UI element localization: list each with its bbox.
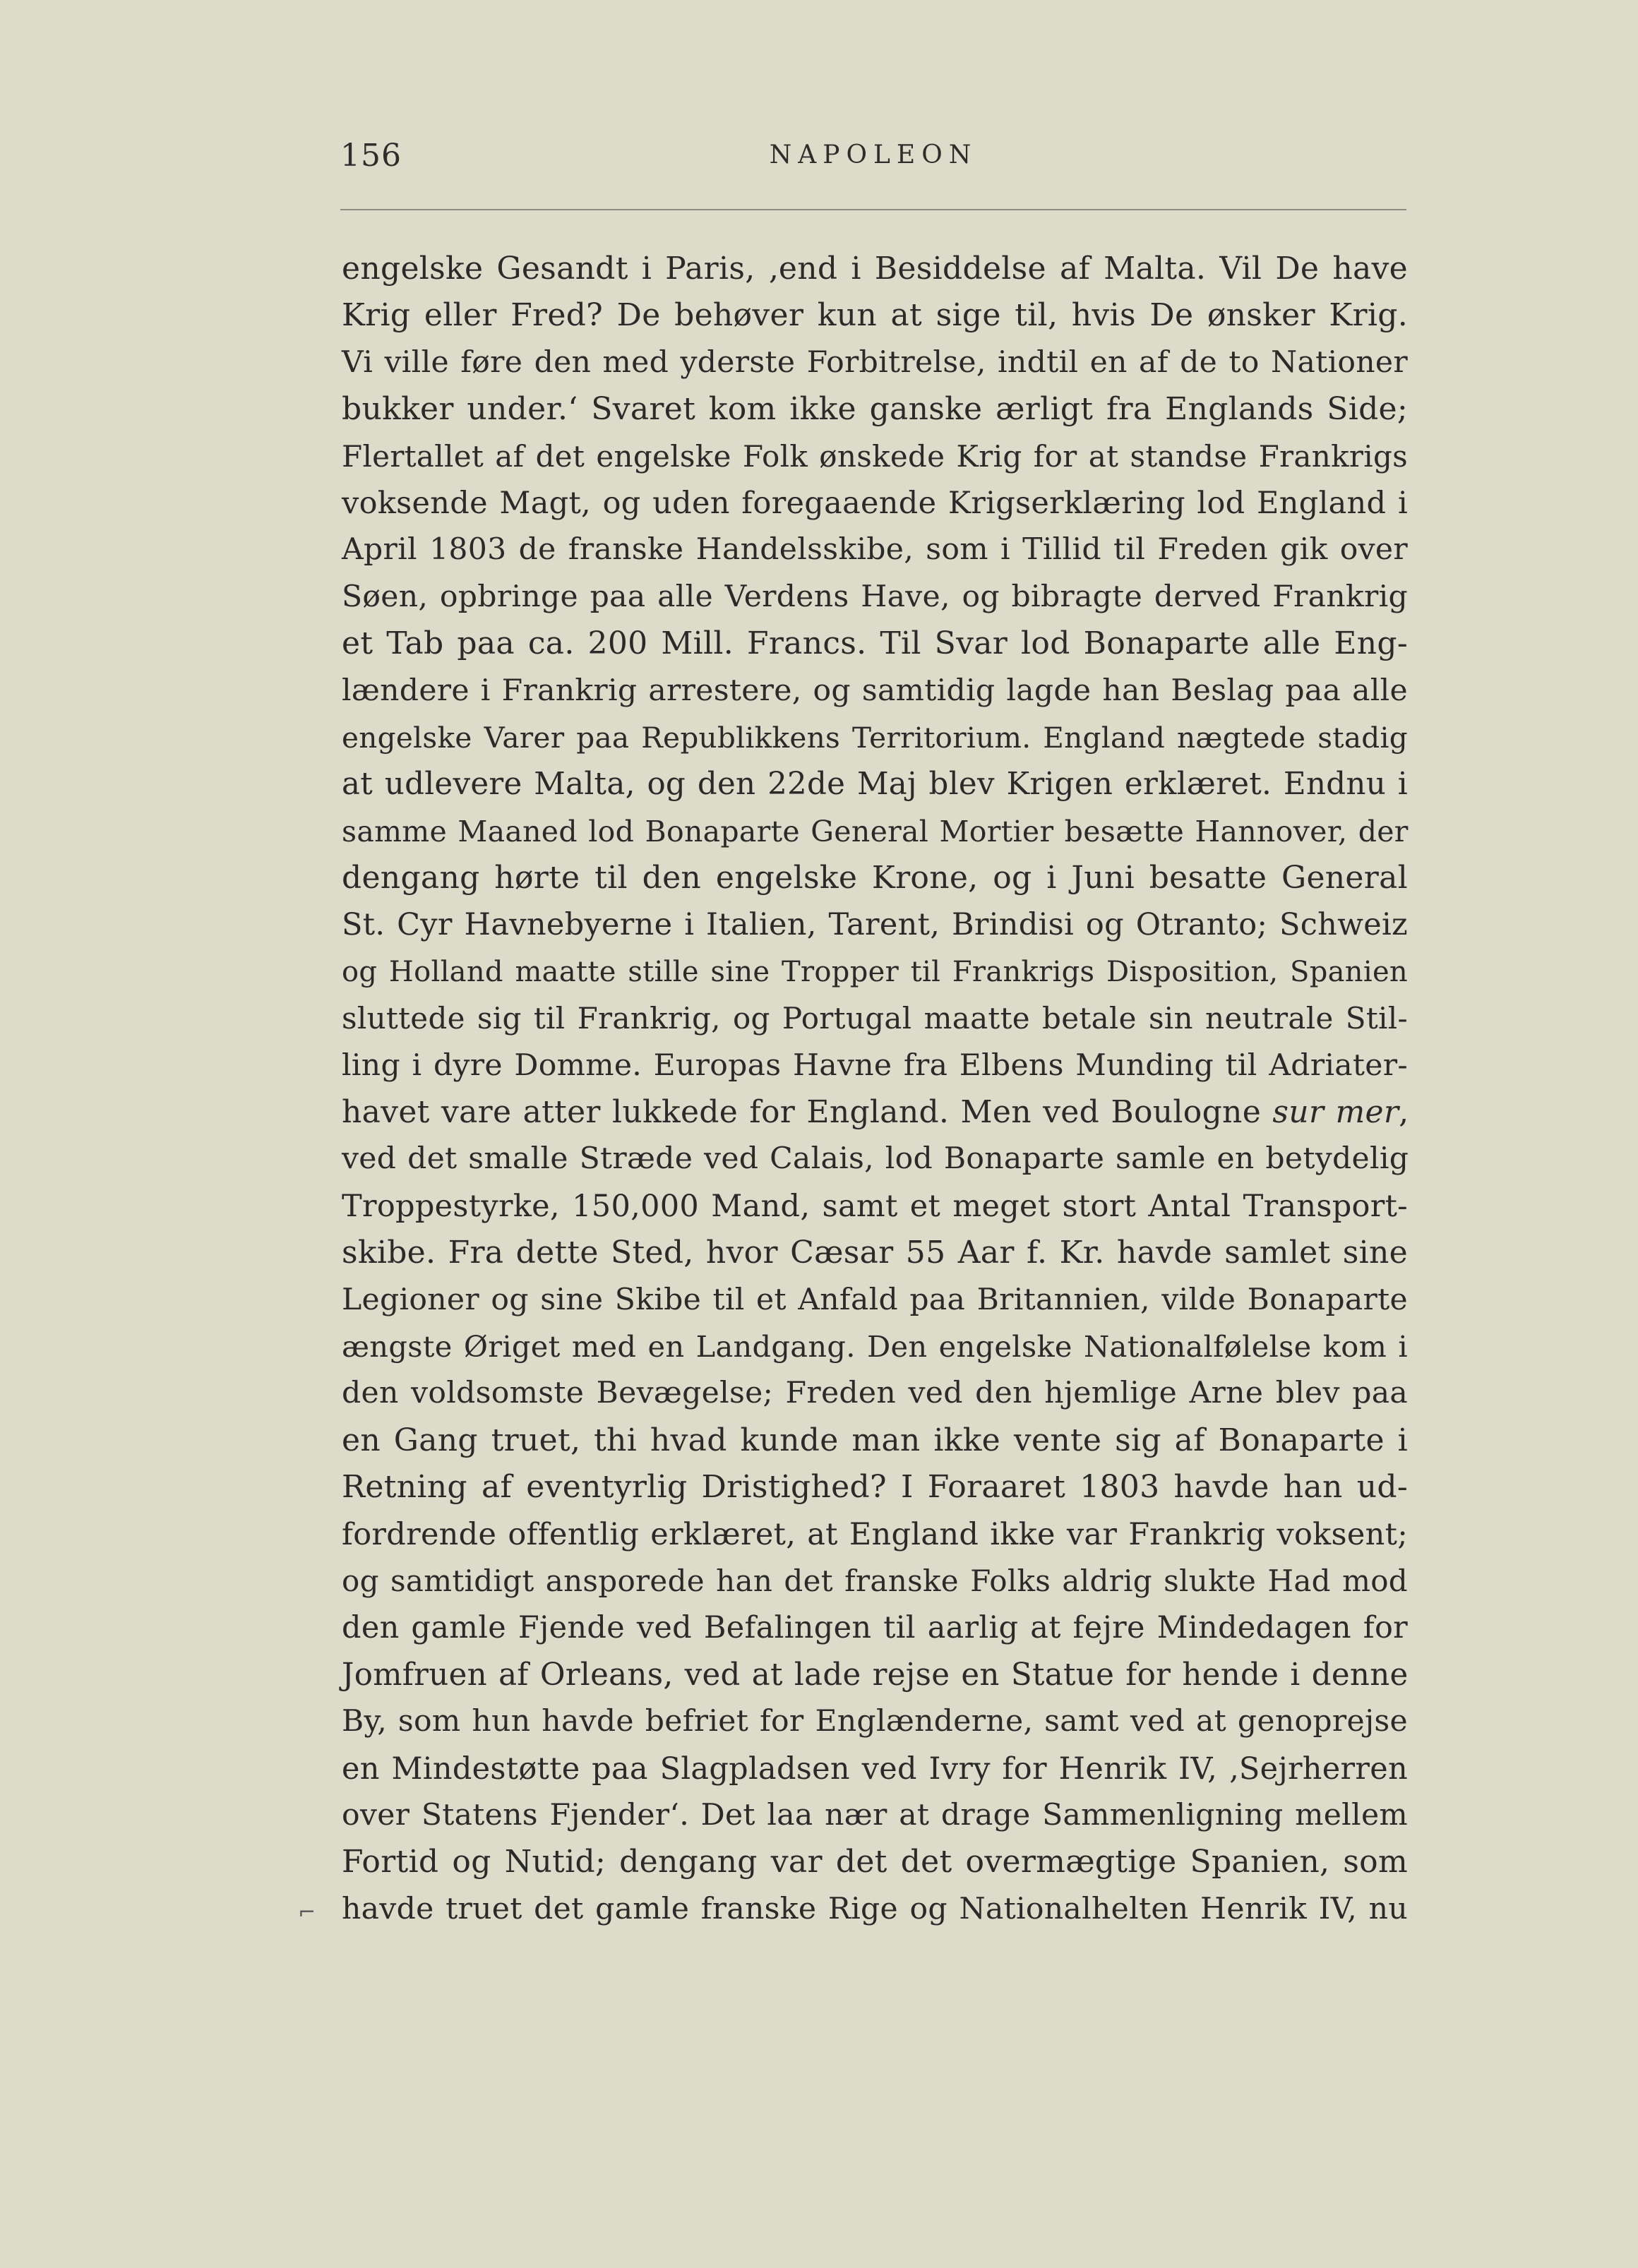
text-line: Jomfruen af Orleans, ved at lade rejse en Statue for hende i denne xyxy=(342,1657,1409,1693)
page-header xyxy=(340,138,1406,180)
margin-mark: ⌐ xyxy=(298,1900,316,1925)
text-line: den voldsomste Bevægelse; Freden ved den hjemlige Arne blev paa xyxy=(342,1376,1408,1411)
body-text xyxy=(342,246,1408,1933)
text-line: havde truet det gamle franske Rige og Nationalhelten Henrik IV, nu xyxy=(342,1891,1408,1926)
text-line: dengang hørte til den engelske Krone, og i Juni besatte General xyxy=(342,860,1408,896)
text-line: lændere i Frankrig arrestere, og samtidig lagde han Beslag paa alle xyxy=(342,673,1408,708)
text-line: ængste Øriget med en Landgang. Den engelske Nationalfølelse kom i xyxy=(342,1328,1408,1364)
running-title: NAPOLEON xyxy=(769,140,978,169)
text-line: en Gang truet, thi hvad kunde man ikke vente sig af Bonaparte i xyxy=(342,1422,1408,1458)
text-line: skibe. Fra dette Sted, hvor Cæsar 55 Aar f. Kr. havde samlet sine xyxy=(342,1235,1408,1271)
text-line: havet vare atter lukkede for England. Men ved Boulogne sur mer, xyxy=(342,1094,1409,1131)
text-line: bukker under.‘ Svaret kom ikke ganske ærligt fra Englands Side; xyxy=(342,391,1408,428)
text-line: at udlevere Malta, og den 22de Maj blev Krigen erklæret. Endnu i xyxy=(342,767,1408,803)
text-line: Fortid og Nutid; dengang var det det overmægtige Spanien, som xyxy=(342,1844,1408,1880)
text-line: samme Maaned lod Bonaparte General Mortier besætte Hannover, der xyxy=(342,814,1409,848)
text-line: ling i dyre Domme. Europas Havne fra Elbens Munding til Adriater- xyxy=(342,1048,1408,1083)
text-line: voksende Magt, og uden foregaaende Krigserklæring lod England i xyxy=(342,485,1408,521)
text-line: Legioner og sine Skibe til et Anfald paa Britannien, vilde Bonaparte xyxy=(342,1282,1408,1317)
italic-phrase: sur mer xyxy=(1272,1094,1399,1131)
text-line: Krig eller Fred? De behøver kun at sige til, hvis De ønsker Krig. xyxy=(342,297,1408,334)
text-line: et Tab paa ca. 200 Mill. Francs. Til Svar lod Bonaparte alle Eng- xyxy=(342,625,1408,662)
text-line: engelske Gesandt i Paris, ‚end i Besiddelse af Malta. Vil De have xyxy=(342,251,1408,287)
text-line: Søen, opbringe paa alle Verdens Have, og bibragte derved Frankrig xyxy=(342,579,1408,614)
text-line: og Holland maatte stille sine Tropper til Frankrigs Disposition, Spanien xyxy=(342,955,1408,988)
page-number: 156 xyxy=(340,138,402,174)
text-line: Flertallet af det engelske Folk ønskede Krig for at standse Frankrigs xyxy=(342,438,1408,474)
header-rule xyxy=(340,209,1406,210)
text-line: St. Cyr Havnebyerne i Italien, Tarent, Brindisi og Otranto; Schweiz xyxy=(342,907,1408,943)
text-line: og samtidigt ansporede han det franske Folks aldrig slukte Had mod xyxy=(342,1563,1408,1598)
text-line: Vi ville føre den med yderste Forbitrelse, indtil en af de to Nationer xyxy=(342,344,1408,380)
text-line: en Mindestøtte paa Slagpladsen ved Ivry for Henrik IV, ‚Sejrherren xyxy=(342,1751,1408,1787)
text-line: ved det smalle Stræde ved Calais, lod Bonaparte samle en betydelig xyxy=(342,1141,1409,1177)
text-line: Retning af eventyrlig Dristighed? I Foraaret 1803 havde han ud- xyxy=(342,1469,1408,1506)
text-line: sluttede sig til Frankrig, og Portugal maatte betale sin neutrale Stil- xyxy=(342,1001,1408,1036)
text-line: fordrende offentlig erklæret, at England ikke var Frankrig voksent; xyxy=(342,1516,1408,1552)
text-line: Troppestyrke, 150,000 Mand, samt et meget stort Antal Transport- xyxy=(342,1188,1408,1224)
text-line: engelske Varer paa Republikkens Territorium. England nægtede stadig xyxy=(342,720,1408,755)
text-line: By, som hun havde befriet for Englænderne, samt ved at genoprejse xyxy=(342,1704,1408,1739)
text-line: over Statens Fjender‘. Det laa nær at drage Sammenligning mellem xyxy=(342,1797,1408,1832)
text-line: April 1803 de franske Handelsskibe, som i Tillid til Freden gik over xyxy=(342,532,1408,568)
text-line: den gamle Fjende ved Befalingen til aarlig at fejre Mindedagen for xyxy=(342,1610,1408,1646)
